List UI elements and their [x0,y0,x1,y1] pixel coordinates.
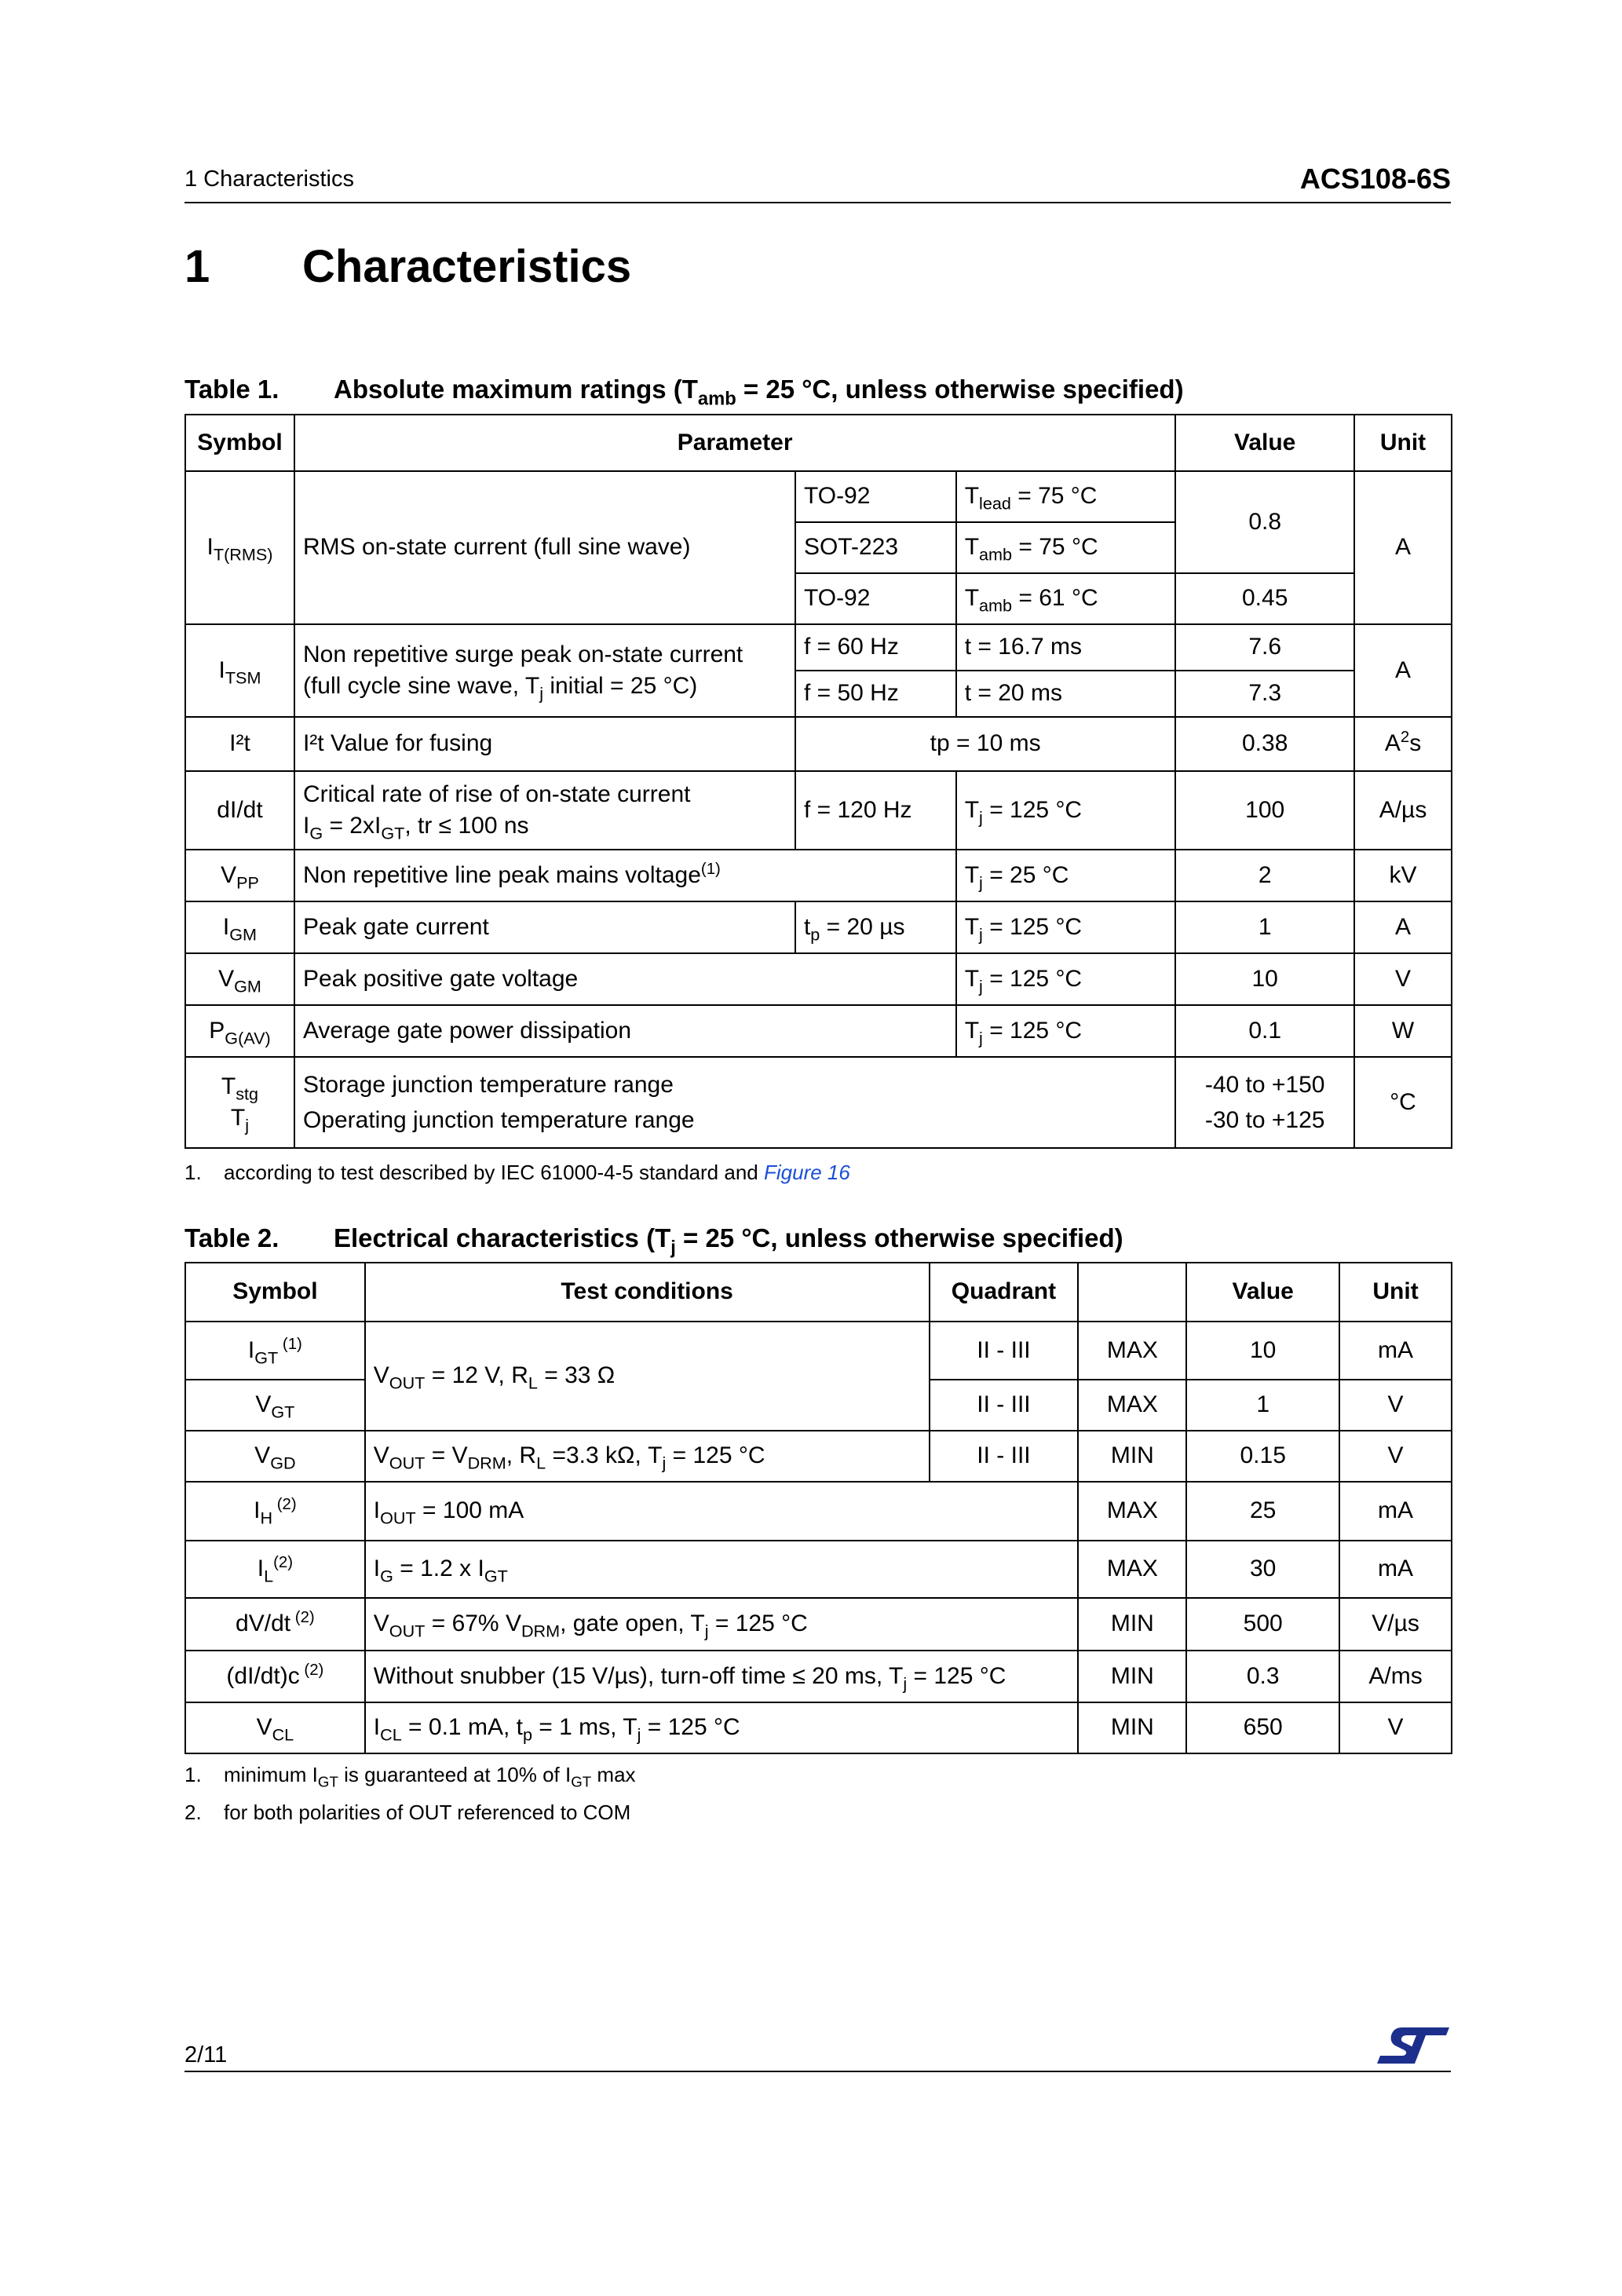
didtc-unit: A/ms [1339,1651,1452,1702]
itrms-symbol: $I_{T(RMS)}$ [185,471,294,624]
table2-caption [184,1223,1123,1259]
table2-label: Table 2. [184,1223,279,1252]
ih-symbol: $I_H$ $^{(2)}$ [185,1482,365,1541]
igt-vgt-conditions: $V_{OUT} = 12$ V, $R_L = 33$ Ω [365,1322,930,1431]
table-row [185,1322,1452,1380]
didtc-symbol: (dI/dt)c $^{(2)}$ [185,1651,365,1702]
vgm-symbol: $V_{GM}$ [185,953,294,1005]
table-row [185,1482,1452,1541]
ih-conditions: $I_{OUT} = 100$ mA [365,1482,1079,1541]
didt-frequency: f = 120 Hz [795,771,956,850]
table-row [185,1431,1452,1482]
vpp-value: 2 [1175,850,1354,901]
i2t-value: 0.38 [1175,717,1354,771]
table2-header-row [185,1263,1452,1322]
igt-unit: mA [1339,1322,1452,1380]
vgd-value: 0.15 [1186,1431,1339,1482]
table-row [185,1651,1452,1702]
table2-title-sub: j [670,1237,676,1259]
table-row [185,471,1452,522]
vgd-minmax: MIN [1078,1431,1186,1482]
temp-symbol: $T_{stg}$ $T_j$ [185,1057,294,1148]
table1-header-row [185,415,1452,471]
itrms-value: 0.8 [1175,471,1354,573]
itsm-value: 7.3 [1175,671,1354,717]
vgm-unit: V [1354,953,1452,1005]
igt-value: 10 [1186,1322,1339,1380]
pgav-symbol: $P_{G(AV)}$ [185,1005,294,1057]
itrms-value: 0.45 [1175,573,1354,624]
itsm-duration: t = 16.7 ms [956,624,1176,671]
igm-parameter: Peak gate current [294,901,795,953]
ih-unit: mA [1339,1482,1452,1541]
didt-condition: $T_j = 125$ °C [956,771,1176,850]
itrms-condition: $T_{amb} = 75$ °C [956,522,1176,573]
vcl-unit: V [1339,1702,1452,1753]
table-row [185,1541,1452,1598]
vgt-value: 1 [1186,1380,1339,1431]
table-row [185,717,1452,771]
t2-head-test: Test conditions [365,1263,930,1322]
i2t-parameter: I²t Value for fusing [294,717,795,771]
table-row [185,901,1452,953]
vcl-symbol: $V_{CL}$ [185,1702,365,1753]
t1-head-unit: Unit [1354,415,1452,471]
temp-parameter: Storage junction temperature range Operating junction temperature range [294,1057,1175,1148]
igt-quadrant: II - III [930,1322,1079,1380]
t1-head-value: Value [1175,415,1354,471]
dvdt-conditions: $V_{OUT} = 67\%$ $V_{DRM}$, gate open, $T_j = 125$ °C [365,1598,1079,1651]
table2-title: Electrical characteristics (T [334,1223,671,1252]
vpp-unit: kV [1354,850,1452,901]
footer-rule [184,2071,1451,2072]
itsm-frequency: f = 60 Hz [795,624,956,671]
dvdt-unit: V/µs [1339,1598,1452,1651]
didtc-minmax: MIN [1078,1651,1186,1702]
pgav-condition: $T_j = 125$ °C [956,1005,1176,1057]
t2-head-symbol: Symbol [185,1263,365,1322]
igm-pulse: $t_p = 20$ µs [795,901,956,953]
igm-unit: A [1354,901,1452,953]
table1-title-post: = 25 °C, unless otherwise specified) [736,375,1184,404]
t2-head-quadrant: Quadrant [930,1263,1079,1322]
igt-minmax: MAX [1078,1322,1186,1380]
vgm-condition: $T_j = 125$ °C [956,953,1176,1005]
itrms-condition: $T_{lead} = 75$ °C [956,471,1176,522]
table2-footnote-1: 1. minimum $I_{GT}$ is guaranteed at 10% of $I_{GT}$ max [184,1763,636,1790]
running-header-part-number: ACS108-6S [1299,163,1451,195]
vgd-symbol: $V_{GD}$ [185,1431,365,1482]
itsm-symbol: $I_{TSM}$ [185,624,294,717]
ih-minmax: MAX [1078,1482,1186,1541]
page-number: 2/11 [184,2042,228,2067]
didt-unit: A/µs [1354,771,1452,850]
table-row [185,1005,1452,1057]
table-row [185,1702,1452,1753]
pgav-value: 0.1 [1175,1005,1354,1057]
st-logo-icon [1375,2024,1451,2067]
itrms-parameter: RMS on-state current (full sine wave) [294,471,795,624]
table-row [185,771,1452,850]
igm-value: 1 [1175,901,1354,953]
i2t-symbol: I²t [185,717,294,771]
table-row [185,1057,1452,1148]
il-symbol: $I_L^{(2)}$ [185,1541,365,1598]
section-number: 1 [184,241,210,292]
itsm-value: 7.6 [1175,624,1354,671]
t1-head-parameter: Parameter [294,415,1175,471]
itsm-frequency: f = 50 Hz [795,671,956,717]
header-rule [184,202,1451,203]
itsm-duration: t = 20 ms [956,671,1176,717]
il-value: 30 [1186,1541,1339,1598]
vpp-parameter: Non repetitive line peak mains voltage$^{(1)}$ [294,850,956,901]
table1-title-sub: amb [697,388,736,410]
table-row [185,1598,1452,1651]
vgt-minmax: MAX [1078,1380,1186,1431]
table2-footnote-2: 2. for both polarities of OUT referenced to COM [184,1801,631,1824]
il-unit: mA [1339,1541,1452,1598]
itrms-condition: $T_{amb} = 61$ °C [956,573,1176,624]
vgd-quadrant: II - III [930,1431,1079,1482]
section-title: Characteristics [302,241,632,292]
temp-value: -40 to +150 -30 to +125 [1175,1057,1354,1148]
pgav-parameter: Average gate power dissipation [294,1005,956,1057]
vgm-parameter: Peak positive gate voltage [294,953,956,1005]
dvdt-minmax: MIN [1078,1598,1186,1651]
table-row [185,624,1452,671]
electrical-characteristics-table [184,1262,1452,1754]
running-header-section: 1 Characteristics [184,166,354,192]
table1-label: Table 1. [184,375,279,404]
table-row [185,953,1452,1005]
itsm-unit: A [1354,624,1452,717]
absolute-max-ratings-table [184,414,1452,1149]
itrms-unit: A [1354,471,1452,624]
itrms-package: TO-92 [795,573,956,624]
il-minmax: MAX [1078,1541,1186,1598]
table-row [185,850,1452,901]
table1-title: Absolute maximum ratings (T [334,375,698,404]
vgt-quadrant: II - III [930,1380,1079,1431]
t2-head-value: Value [1186,1263,1339,1322]
i2t-unit: $A^2s$ [1354,717,1452,771]
pgav-unit: W [1354,1005,1452,1057]
didtc-conditions: Without snubber (15 V/µs), turn-off time ≤ 20 ms, $T_j = 125$ °C [365,1651,1079,1702]
igm-condition: $T_j = 125$ °C [956,901,1176,953]
section-heading [184,240,631,293]
vpp-symbol: $V_{PP}$ [185,850,294,901]
vgt-unit: V [1339,1380,1452,1431]
itrms-package: TO-92 [795,471,956,522]
t1-head-symbol: Symbol [185,415,294,471]
didt-value: 100 [1175,771,1354,850]
vcl-value: 650 [1186,1702,1339,1753]
vgt-symbol: $V_{GT}$ [185,1380,365,1431]
table1-caption [184,375,1184,410]
didtc-value: 0.3 [1186,1651,1339,1702]
vcl-conditions: $I_{CL} = 0.1$ mA, $t_p = 1$ ms, $T_j = 125$ °C [365,1702,1079,1753]
vgd-conditions: $V_{OUT} = V_{DRM}$, $R_L =3.3$ kΩ, $T_j = 125$ °C [365,1431,930,1482]
i2t-condition: tp = 10 ms [795,717,1175,771]
vgm-value: 10 [1175,953,1354,1005]
itrms-package: SOT-223 [795,522,956,573]
igt-symbol: $I_{GT}$ $^{(1)}$ [185,1322,365,1380]
temp-unit: °C [1354,1057,1452,1148]
vcl-minmax: MIN [1078,1702,1186,1753]
il-conditions: $I_G = 1.2$ x $I_{GT}$ [365,1541,1079,1598]
table1-footnote-1: 1. according to test described by IEC 61000-4-5 standard and Figure 16 [184,1161,850,1184]
figure-16-link[interactable]: Figure 16 [763,1161,850,1184]
didt-parameter: Critical rate of rise of on-state current $I_G = 2xI_{GT}$, tr ≤ 100 ns [294,771,795,850]
vgd-unit: V [1339,1431,1452,1482]
vpp-condition: $T_j = 25$ °C [956,850,1176,901]
t2-head-minmax [1078,1263,1186,1322]
dvdt-value: 500 [1186,1598,1339,1651]
didt-symbol: dI/dt [185,771,294,850]
t2-head-unit: Unit [1339,1263,1452,1322]
igm-symbol: $I_{GM}$ [185,901,294,953]
ih-value: 25 [1186,1482,1339,1541]
table2-title-post: = 25 °C, unless otherwise specified) [675,1223,1123,1252]
dvdt-symbol: dV/dt $^{(2)}$ [185,1598,365,1651]
itsm-parameter: Non repetitive surge peak on-state current (full cycle sine wave, $T_j$ initial = 25 °C) [294,624,795,717]
